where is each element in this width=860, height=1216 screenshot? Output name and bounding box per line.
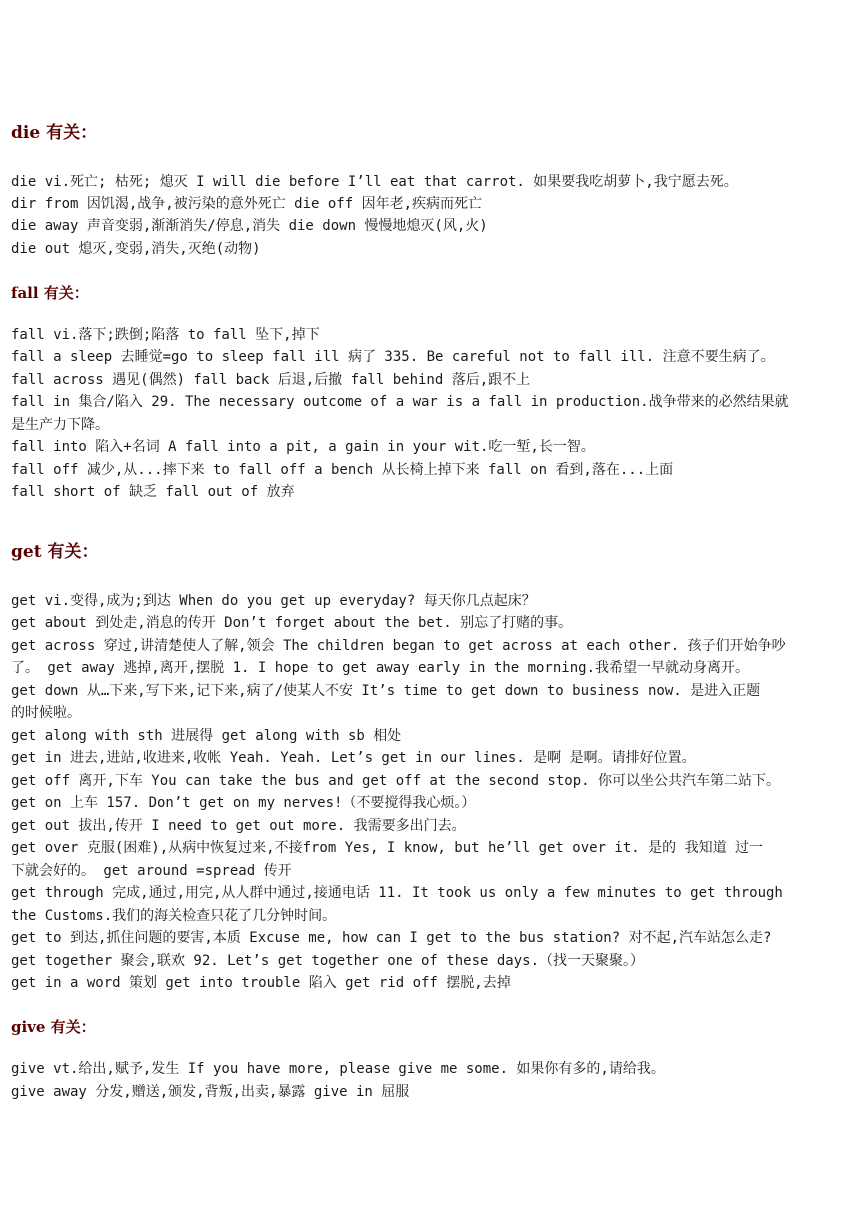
text-line: get through 完成,通过,用完,从人群中通过,接通电话 11. It took us only a few minutes to get through [11, 885, 783, 901]
text-line: die vi.死亡; 枯死; 熄灭 I will die before I’ll eat that carrot. 如果要我吃胡萝卜,我宁愿去死。 [11, 174, 738, 190]
text-line: get to 到达,抓住问题的要害,本质 Excuse me, how can I get to the bus station? 对不起,汽车站怎么走? [11, 930, 772, 946]
section-heading-give: give 有关： [11, 1018, 96, 1036]
text-line: 下就会好的。 get around =spread 传开 [11, 863, 292, 879]
text-line: get out 拔出,传开 I need to get out more. 我需要多出门去。 [11, 818, 466, 834]
text-line: fall vi.落下;跌倒;陷落 to fall 坠下,掉下 [11, 327, 320, 343]
text-line: fall in 集合/陷入 29. The necessary outcome of a war is a fall in production.战争带来的必然结果就 [11, 394, 789, 410]
text-line: get down 从…下来,写下来,记下来,病了/使某人不安 It’s time to get down to business now. 是进入正题 [11, 683, 761, 699]
text-line: 了。 get away 逃掉,离开,摆脱 1. I hope to get away early in the morning.我希望一早就动身离开。 [11, 660, 750, 676]
text-line: the Customs.我们的海关检查只花了几分钟时间。 [11, 908, 337, 924]
text-line: fall into 陷入+名词 A fall into a pit, a gain in your wit.吃一堑,长一智。 [11, 439, 595, 455]
text-line: get in 进去,进站,收进来,收帐 Yeah. Yeah. Let’s get in our lines. 是啊 是啊。请排好位置。 [11, 750, 696, 766]
text-line: 的时候啦。 [11, 705, 81, 721]
text-line: 是生产力下降。 [11, 417, 109, 433]
section-heading-die: die 有关： [11, 123, 98, 143]
text-line: get off 离开,下车 You can take the bus and get off at the second stop. 你可以坐公共汽车第二站下。 [11, 773, 781, 789]
text-line: get over 克服(困难),从病中恢复过来,不接from Yes, I know, but he’ll get over it. 是的 我知道 过一 [11, 840, 764, 856]
text-line: get about 到处走,消息的传开 Don’t forget about the bet. 别忘了打赌的事。 [11, 615, 573, 631]
text-line: die away 声音变弱,渐渐消失/停息,消失 die down 慢慢地熄灭(风,火) [11, 218, 488, 234]
text-line: fall short of 缺乏 fall out of 放弃 [11, 484, 295, 500]
text-line: fall a sleep 去睡觉=go to sleep fall ill 病了 335. Be careful not to fall ill. 注意不要生病了。 [11, 349, 775, 365]
text-line: give vt.给出,赋予,发生 If you have more, please give me some. 如果你有多的,请给我。 [11, 1061, 665, 1077]
text-line: dir from 因饥渴,战争,被污染的意外死亡 die off 因年老,疾病而死亡 [11, 196, 483, 212]
text-line: fall off 减少,从...摔下来 to fall off a bench 从长椅上掉下来 fall on 看到,落在...上面 [11, 462, 674, 478]
text-line: get in a word 策划 get into trouble 陷入 get rid off 摆脱,去掉 [11, 975, 511, 991]
text-line: fall across 遇见(偶然) fall back 后退,后撤 fall behind 落后,跟不上 [11, 372, 531, 388]
text-line: die out 熄灭,变弱,消失,灭绝(动物) [11, 241, 261, 257]
text-line: get along with sth 进展得 get along with sb 相处 [11, 728, 402, 744]
section-heading-fall: fall 有关： [11, 284, 89, 302]
text-line: get together 聚会,联欢 92. Let’s get together one of these days.（找一天聚聚。） [11, 953, 645, 969]
text-line: get vi.变得,成为;到达 When do you get up everyday? 每天你几点起床？ [11, 593, 536, 609]
text-line: get on 上车 157. Don’t get on my nerves!（不要搅得我心烦。） [11, 795, 476, 811]
section-heading-get: get 有关： [11, 542, 99, 562]
text-line: give away 分发,赠送,颁发,背叛,出卖,暴露 give in 屈服 [11, 1084, 410, 1100]
text-line: get across 穿过,讲清楚使人了解,领会 The children began to get across at each other. 孩子们开始争吵 [11, 638, 786, 654]
